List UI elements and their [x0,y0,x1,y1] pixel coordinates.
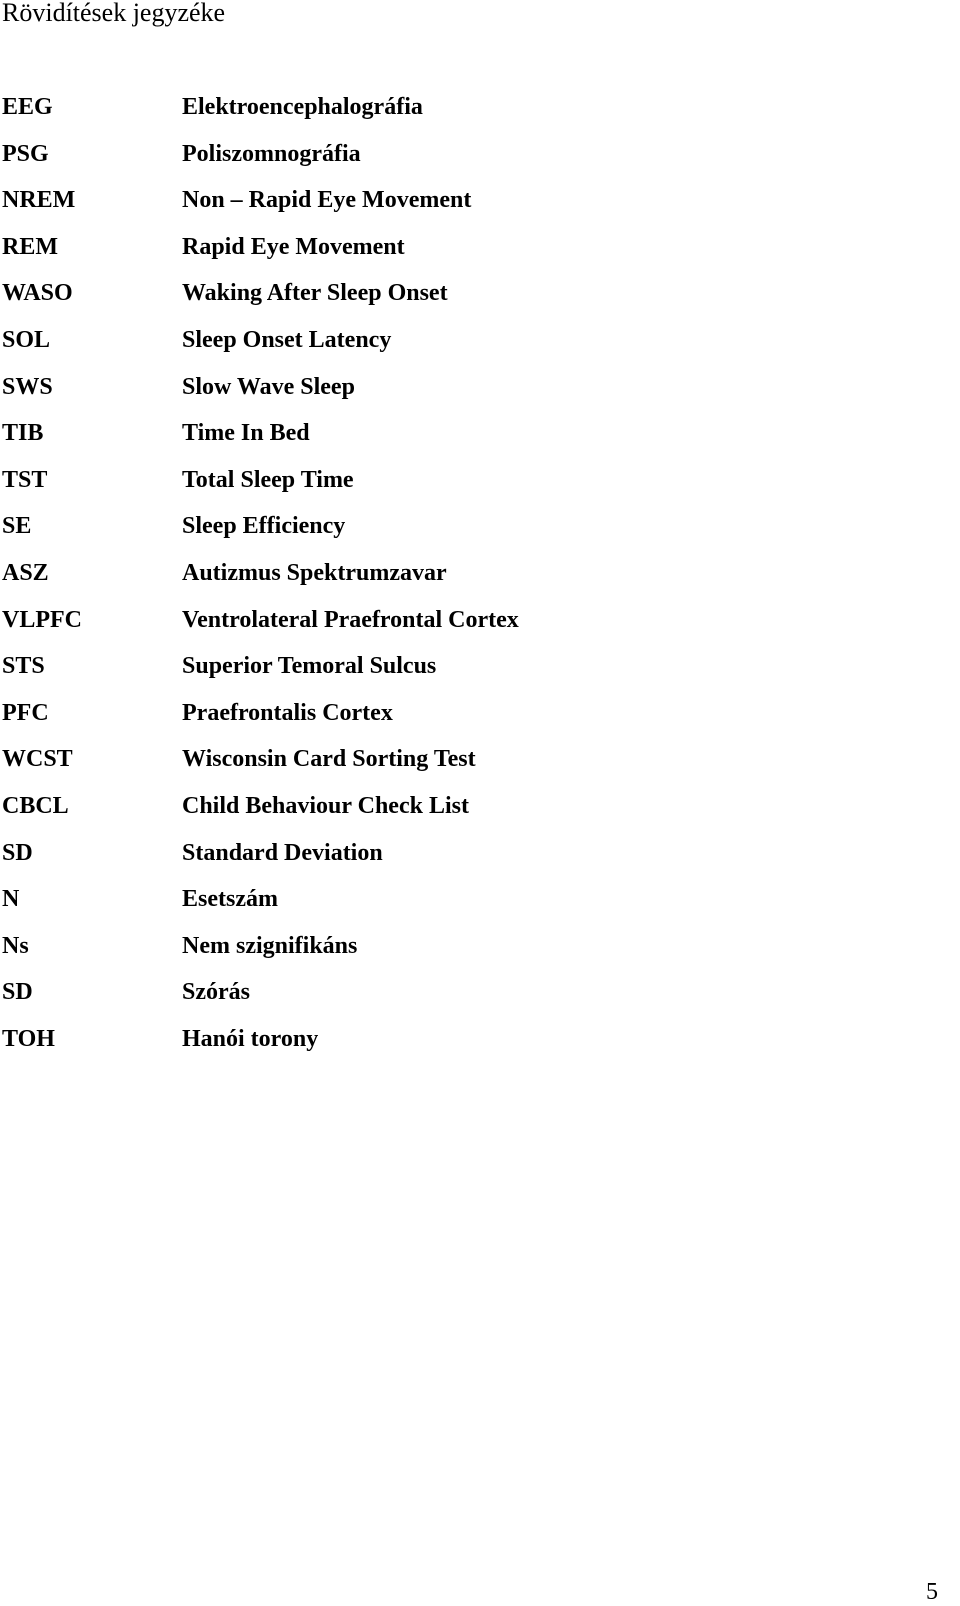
abbreviation-definition: Standard Deviation [182,839,383,866]
abbreviation-row [2,838,519,885]
abbreviation-term: VLPFC [2,606,82,633]
abbreviation-row [2,372,519,419]
abbreviation-term: SOL [2,326,51,353]
abbreviation-row [2,931,519,978]
abbreviation-row [2,325,519,372]
abbreviation-term: TIB [2,420,44,447]
abbreviation-definition: Poliszomnográfia [182,140,361,167]
abbreviation-row [2,511,519,558]
abbreviation-term: N [2,886,20,913]
abbreviation-definition: Hanói torony [182,1025,319,1052]
abbreviation-row [2,605,519,652]
abbreviation-row [2,418,519,465]
abbreviation-row [2,92,519,139]
abbreviation-definition: Wisconsin Card Sorting Test [182,746,476,773]
abbreviation-definition: Praefrontalis Cortex [182,699,393,726]
abbreviation-term: EEG [2,94,53,120]
abbreviation-definition: Total Sleep Time [182,466,354,493]
abbreviation-definition: Nem szignifikáns [182,932,358,959]
abbreviation-term: SWS [2,373,53,400]
abbreviation-row [2,558,519,605]
abbreviation-row [2,977,519,1024]
abbreviation-row [2,744,519,791]
abbreviation-row [2,698,519,745]
abbreviation-definition: Szórás [182,979,250,1006]
abbreviation-definition: Waking After Sleep Onset [182,280,448,307]
page-number: 5 [926,1579,938,1605]
abbreviation-term: REM [2,233,58,260]
abbreviation-row [2,1024,519,1071]
abbreviation-definition: Sleep Efficiency [182,513,346,540]
abbreviation-term: WASO [2,280,73,307]
page-title: Rövidítések jegyzéke [2,0,226,27]
abbreviation-term: ASZ [2,559,49,586]
abbreviation-definition: Non – Rapid Eye Movement [182,187,472,214]
abbreviation-term: TST [2,466,48,493]
abbreviation-term: TOH [2,1025,55,1052]
abbreviation-row [2,884,519,931]
abbreviation-definition: Elektroencephalográfia [182,94,423,120]
abbreviation-term: PFC [2,699,49,726]
abbreviation-term: STS [2,653,45,680]
abbreviation-definition: Esetszám [182,886,278,913]
abbreviation-row [2,232,519,279]
abbreviation-term: WCST [2,746,73,773]
abbreviation-term: SE [2,513,32,540]
abbreviation-definition: Sleep Onset Latency [182,326,392,353]
abbreviation-definition: Time In Bed [182,420,310,447]
abbreviation-term: CBCL [2,792,69,819]
abbreviation-definition: Superior Temoral Sulcus [182,653,437,680]
abbreviation-term: Ns [2,932,29,959]
abbreviation-definition: Rapid Eye Movement [182,233,405,260]
abbreviation-term: SD [2,979,33,1006]
abbreviation-row [2,465,519,512]
abbreviation-definition: Slow Wave Sleep [182,373,355,400]
abbreviation-list [2,92,519,1070]
abbreviation-row [2,139,519,186]
abbreviation-term: PSG [2,140,49,167]
abbreviation-definition: Child Behaviour Check List [182,792,469,819]
abbreviation-definition: Autizmus Spektrumzavar [182,559,447,586]
abbreviation-definition: Ventrolateral Praefrontal Cortex [182,606,519,633]
abbreviation-term: SD [2,839,33,866]
abbreviation-row [2,651,519,698]
abbreviation-row [2,278,519,325]
abbreviation-term: NREM [2,187,76,214]
abbreviation-row [2,185,519,232]
abbreviation-row [2,791,519,838]
